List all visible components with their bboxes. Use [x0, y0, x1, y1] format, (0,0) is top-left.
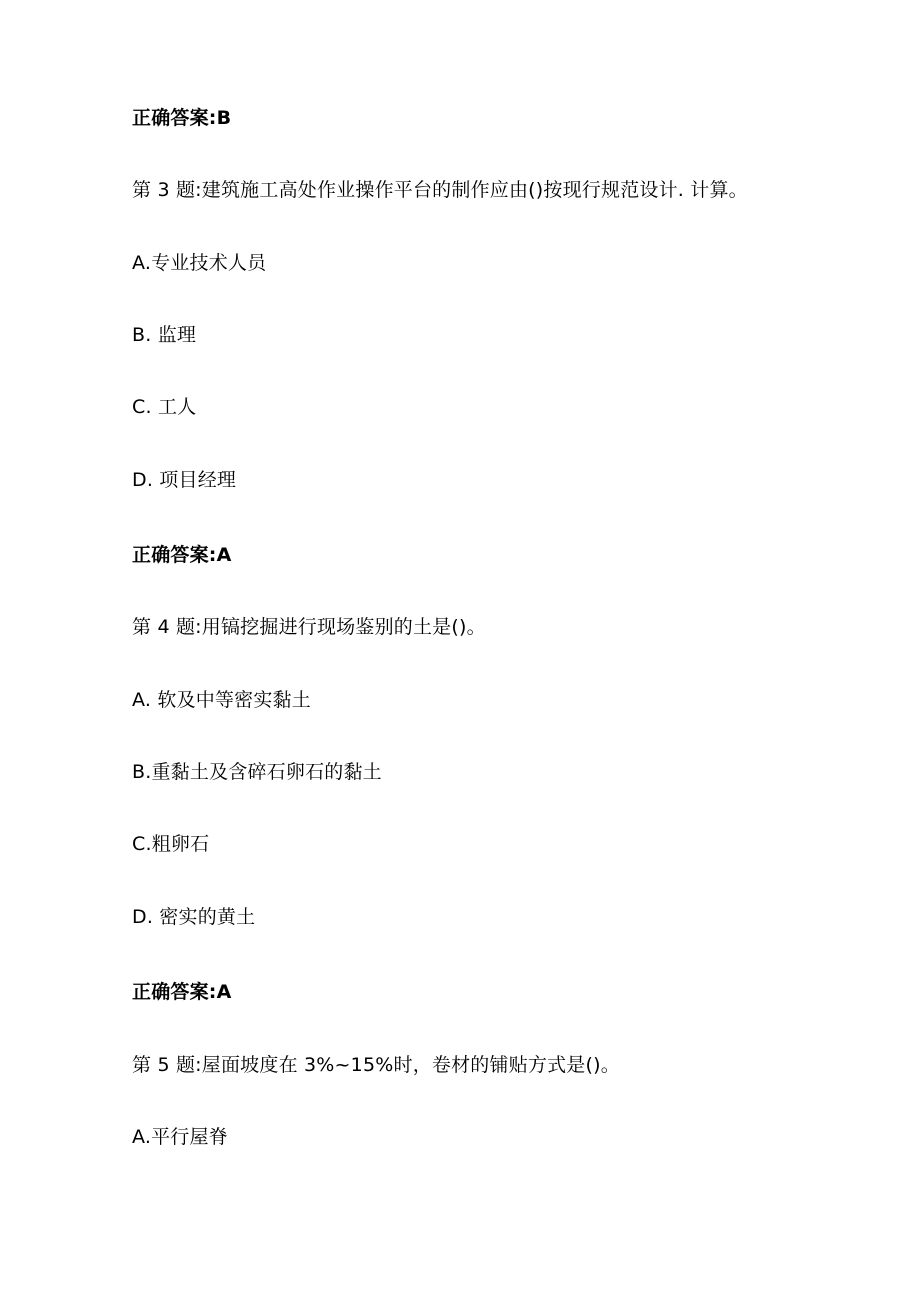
question-3-option-a: A.专业技术人员 [132, 252, 267, 274]
question-3-text: 第 3 题:建筑施工高处作业操作平台的制作应由()按现行规范设计. 计算。 [132, 179, 748, 201]
question-4-option-b: B.重黏土及含碎石卵石的黏土 [132, 761, 382, 783]
answer-line-q2: 正确答案:B [132, 107, 232, 129]
question-3-option-d: D. 项目经理 [132, 469, 237, 491]
question-5-text: 第 5 题:屋面坡度在 3%~15%时，卷材的铺贴方式是()。 [132, 1054, 620, 1076]
question-4-option-c: C.粗卵石 [132, 833, 210, 855]
question-3-option-c: C. 工人 [132, 396, 197, 418]
answer-line-q3: 正确答案:A [132, 544, 232, 566]
question-5-option-a: A.平行屋脊 [132, 1126, 228, 1148]
question-4-text: 第 4 题:用镐挖掘进行现场鉴别的土是()。 [132, 616, 486, 638]
answer-line-q4: 正确答案:A [132, 981, 232, 1003]
question-4-option-a: A. 软及中等密实黏土 [132, 689, 311, 711]
question-3-option-b: B. 监理 [132, 324, 197, 346]
question-4-option-d: D. 密实的黄土 [132, 906, 256, 928]
